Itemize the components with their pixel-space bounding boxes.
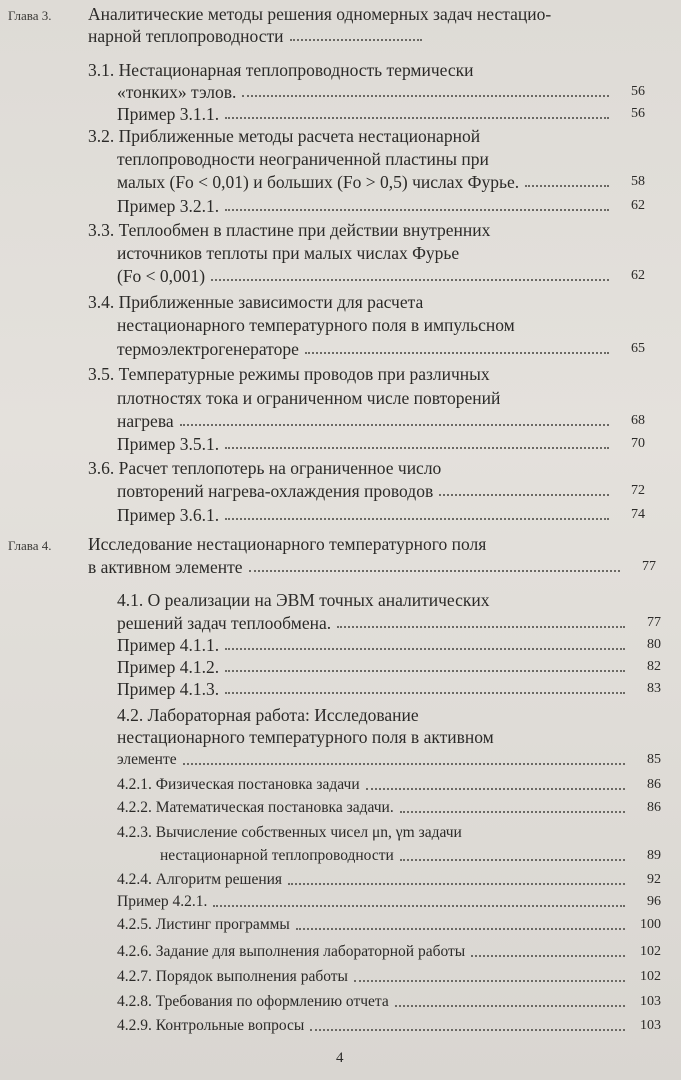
leader-dots: [400, 859, 625, 861]
toc-entry-3-2-line-1: 3.2. Приближенные методы расчета нестационарной: [88, 126, 481, 146]
leader-dots: [249, 570, 620, 572]
toc-entry-example-3-2-1: [117, 196, 645, 216]
toc-page-number: 74: [631, 507, 645, 522]
leader-dots: [525, 185, 609, 187]
leader-dots: [225, 670, 625, 672]
leader-dots: [225, 692, 625, 694]
leader-dots: [242, 95, 609, 97]
chapter-4-label: Глава 4.: [8, 538, 52, 553]
toc-entry-4-2-3: [160, 846, 661, 866]
leader-dots: [296, 928, 625, 930]
chapter-3-title-line-1: Аналитические методы решения одномерных задач нестацио-: [88, 4, 552, 24]
toc-entry-4-2: [117, 750, 661, 770]
toc-entry-3-3-line-1: 3.3. Теплообмен в пластине при действии внутренних: [88, 220, 491, 240]
toc-page-number: 102: [640, 944, 661, 959]
leader-dots: [225, 209, 609, 211]
toc-entry-4-2-line-2: нестационарного температурного поля в активном: [117, 727, 494, 747]
toc-page-number: 72: [631, 483, 645, 498]
chapter-4-title-text: в активном элементе: [88, 557, 243, 577]
toc-page-number: 96: [647, 894, 661, 909]
toc-page-number: 85: [647, 752, 661, 767]
toc-entry-example-4-1-1: [117, 635, 661, 655]
toc-entry-3-5-line-1: 3.5. Температурные режимы проводов при различных: [88, 364, 490, 384]
leader-dots: [290, 39, 423, 41]
toc-page-number: 68: [631, 413, 645, 428]
leader-dots: [366, 788, 625, 790]
toc-entry-text: 4.2.7. Порядок выполнения работы: [117, 968, 348, 985]
toc-entry-text: 4.2.8. Требования по оформлению отчета: [117, 993, 389, 1010]
toc-page-number: 62: [631, 268, 645, 283]
toc-page-number: 58: [631, 174, 645, 189]
chapter-4-title-line-2: [88, 557, 656, 577]
leader-dots: [211, 279, 609, 281]
toc-entry-example-3-5-1: [117, 434, 645, 454]
toc-entry-text: Пример 4.2.1.: [117, 893, 208, 910]
toc-entry-4-1: [117, 613, 661, 633]
toc-entry-text: Пример 3.2.1.: [117, 196, 220, 216]
toc-entry-example-3-1-1: [117, 104, 645, 124]
toc-entry-text: нестационарной теплопроводности: [160, 847, 394, 864]
toc-entry-4-2-9: [117, 1016, 661, 1036]
toc-page-number: 56: [631, 106, 645, 121]
toc-entry-text: 4.2.1. Физическая постановка задачи: [117, 776, 360, 793]
toc-page-number: 56: [631, 84, 645, 99]
toc-entry-4-2-1: [117, 775, 661, 795]
toc-entry-text: элементе: [117, 751, 177, 768]
toc-page-number: 89: [647, 848, 661, 863]
toc-page-number: 92: [647, 872, 661, 887]
chapter-3-label: Глава 3.: [8, 8, 52, 23]
toc-entry-text: Пример 3.6.1.: [117, 505, 220, 525]
toc-entry-text: нагрева: [117, 411, 174, 431]
chapter-3-title-text: нарной теплопроводности: [88, 26, 284, 46]
toc-entry-text: 4.2.2. Математическая постановка задачи.: [117, 799, 394, 816]
toc-entry-text: «тонких» тэлов.: [117, 82, 237, 102]
toc-entry-3-5: [117, 411, 645, 431]
toc-entry-text: Пример 4.1.3.: [117, 679, 220, 699]
toc-entry-text: 4.2.5. Листинг программы: [117, 916, 290, 933]
toc-entry-4-2-7: [117, 967, 661, 987]
toc-page-number: 83: [647, 681, 661, 696]
toc-entry-3-6: [117, 481, 645, 501]
toc-page-number: 65: [631, 341, 645, 356]
chapter-4-title-line-1: Исследование нестационарного температурного поля: [88, 534, 487, 554]
toc-entry-text: повторений нагрева-охлаждения проводов: [117, 481, 434, 501]
toc-entry-3-4-line-1: 3.4. Приближенные зависимости для расчета: [88, 292, 424, 312]
toc-entry-3-2: [117, 172, 645, 192]
toc-entry-4-1-line-1: 4.1. О реализации на ЭВМ точных аналитических: [117, 590, 490, 610]
toc-entry-3-6-line-1: 3.6. Расчет теплопотерь на ограниченное число: [88, 458, 442, 478]
toc-entry-text: решений задач теплообмена.: [117, 613, 332, 633]
toc-entry-4-2-8: [117, 992, 661, 1012]
leader-dots: [395, 1005, 625, 1007]
toc-page-number: 82: [647, 659, 661, 674]
leader-dots: [225, 117, 609, 119]
toc-entry-text: Пример 4.1.2.: [117, 657, 220, 677]
leader-dots: [310, 1029, 625, 1031]
toc-page-number: 77: [642, 559, 656, 574]
toc-entry-4-2-2: [117, 798, 661, 818]
toc-entry-4-2-6: [117, 942, 661, 962]
leader-dots: [225, 648, 625, 650]
toc-page-number: 103: [640, 994, 661, 1009]
toc-page-number: 103: [640, 1018, 661, 1033]
toc-entry-3-1: [117, 82, 645, 102]
toc-entry-example-4-1-3: [117, 679, 661, 699]
leader-dots: [400, 811, 625, 813]
toc-entry-3-5-line-2: плотностях тока и ограниченном числе повторений: [117, 388, 501, 408]
leader-dots: [180, 424, 609, 426]
toc-page-number: 77: [647, 615, 661, 630]
toc-entry-text: (Fo < 0,001): [117, 266, 206, 286]
toc-entry-text: 4.2.6. Задание для выполнения лабораторной работы: [117, 943, 466, 960]
toc-entry-3-1-line-1: 3.1. Нестационарная теплопроводность термически: [88, 60, 474, 80]
toc-entry-3-3: [117, 266, 645, 286]
chapter-3-title-line-2: [88, 26, 428, 46]
toc-entry-text: Пример 4.1.1.: [117, 635, 220, 655]
leader-dots: [354, 980, 625, 982]
leader-dots: [288, 883, 625, 885]
toc-entry-text: термоэлектрогенераторе: [117, 339, 299, 359]
toc-page-number: 100: [640, 917, 661, 932]
toc-page-number: 86: [647, 800, 661, 815]
toc-entry-3-4-line-2: нестационарного температурного поля в импульсном: [117, 315, 515, 335]
toc-page-number: 102: [640, 969, 661, 984]
toc-entry-4-2-line-1: 4.2. Лабораторная работа: Исследование: [117, 705, 419, 725]
leader-dots: [213, 905, 625, 907]
toc-entry-text: Пример 3.1.1.: [117, 104, 220, 124]
toc-entry-4-2-3-line-1: 4.2.3. Вычисление собственных чисел μn, γm задачи: [117, 824, 462, 841]
toc-page-number: 62: [631, 198, 645, 213]
toc-entry-text: Пример 3.5.1.: [117, 434, 220, 454]
toc-entry-3-4: [117, 339, 645, 359]
toc-entry-text: малых (Fo < 0,01) и больших (Fo > 0,5) числах Фурье.: [117, 172, 520, 192]
toc-entry-example-4-2-1: [117, 892, 661, 912]
toc-entry-text: 4.2.9. Контрольные вопросы: [117, 1017, 305, 1034]
toc-entry-3-3-line-2: источников теплоты при малых числах Фурье: [117, 243, 460, 263]
leader-dots: [225, 447, 609, 449]
leader-dots: [439, 494, 609, 496]
toc-page-number: 80: [647, 637, 661, 652]
leader-dots: [471, 955, 625, 957]
leader-dots: [225, 518, 609, 520]
toc-page-number: 70: [631, 436, 645, 451]
toc-entry-text: 4.2.4. Алгоритм решения: [117, 871, 283, 888]
toc-page-number: 86: [647, 777, 661, 792]
page-number: 4: [336, 1050, 344, 1066]
toc-entry-4-2-4: [117, 870, 661, 890]
toc-entry-3-2-line-2: теплопроводности неограниченной пластины при: [117, 149, 489, 169]
leader-dots: [183, 763, 625, 765]
toc-entry-example-3-6-1: [117, 505, 645, 525]
toc-entry-example-4-1-2: [117, 657, 661, 677]
toc-entry-4-2-5: [117, 915, 661, 935]
leader-dots: [337, 626, 625, 628]
leader-dots: [305, 352, 609, 354]
